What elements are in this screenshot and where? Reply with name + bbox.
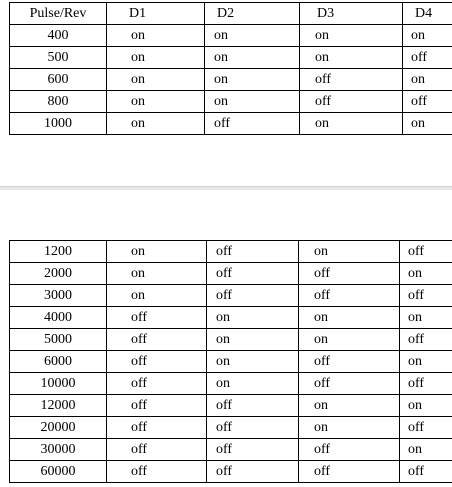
pulse-rev-cell: 4000 xyxy=(10,307,107,329)
d1-cell: off xyxy=(107,395,207,417)
d1-cell: on xyxy=(107,113,205,135)
d3-cell: on xyxy=(299,395,400,417)
d3-cell: on xyxy=(299,241,400,263)
d2-cell: on xyxy=(205,69,300,91)
d1-cell: on xyxy=(107,91,205,113)
d4-cell: off xyxy=(403,47,452,69)
d1-cell: on xyxy=(107,47,205,69)
d2-cell: off xyxy=(207,263,299,285)
table-bottom-body xyxy=(10,241,452,483)
d4-cell: off xyxy=(400,417,452,439)
d4-cell: on xyxy=(400,395,452,417)
d3-cell: on xyxy=(299,307,400,329)
pulse-rev-cell: 10000 xyxy=(10,373,107,395)
d4-cell: off xyxy=(400,329,452,351)
d1-cell: off xyxy=(107,351,207,373)
d3-cell: on xyxy=(299,417,400,439)
table-row xyxy=(10,461,452,483)
d3-cell: off xyxy=(299,439,400,461)
pulse-rev-cell: 3000 xyxy=(10,285,107,307)
table-top-body xyxy=(10,3,452,135)
d2-cell: on xyxy=(205,91,300,113)
d1-cell: on xyxy=(107,241,207,263)
table-row xyxy=(10,417,452,439)
header-d3: D3 xyxy=(300,3,403,25)
table-row xyxy=(10,69,452,91)
d2-cell: on xyxy=(207,351,299,373)
table-row xyxy=(10,285,452,307)
d1-cell: on xyxy=(107,263,207,285)
pulse-rev-cell: 30000 xyxy=(10,439,107,461)
pulse-rev-cell: 2000 xyxy=(10,263,107,285)
pulse-rev-cell: 12000 xyxy=(10,395,107,417)
d3-cell: on xyxy=(300,25,403,47)
header-pulse-rev: Pulse/Rev xyxy=(10,3,107,25)
header-d1: D1 xyxy=(107,3,205,25)
d4-cell: off xyxy=(400,241,452,263)
table-row xyxy=(10,307,452,329)
table-row xyxy=(10,263,452,285)
d4-cell: on xyxy=(400,351,452,373)
d1-cell: off xyxy=(107,417,207,439)
header-d4: D4 xyxy=(403,3,452,25)
d2-cell: on xyxy=(207,373,299,395)
d3-cell: off xyxy=(300,69,403,91)
d4-cell: on xyxy=(403,113,452,135)
pulse-rev-cell: 1000 xyxy=(10,113,107,135)
table-row xyxy=(10,113,452,135)
d1-cell: on xyxy=(107,69,205,91)
d2-cell: off xyxy=(207,417,299,439)
d1-cell: off xyxy=(107,373,207,395)
header-d2: D2 xyxy=(205,3,300,25)
page-divider xyxy=(0,186,452,190)
d4-cell: on xyxy=(403,69,452,91)
d3-cell: off xyxy=(299,263,400,285)
d1-cell: on xyxy=(107,25,205,47)
d2-cell: on xyxy=(207,329,299,351)
d3-cell: off xyxy=(299,373,400,395)
dip-switch-table-bottom xyxy=(9,240,452,483)
pulse-rev-cell: 20000 xyxy=(10,417,107,439)
table-row xyxy=(10,395,452,417)
table-row xyxy=(10,351,452,373)
d1-cell: off xyxy=(107,307,207,329)
pulse-rev-cell: 600 xyxy=(10,69,107,91)
pulse-rev-cell: 500 xyxy=(10,47,107,69)
d3-cell: on xyxy=(299,329,400,351)
table-row xyxy=(10,373,452,395)
d2-cell: off xyxy=(207,241,299,263)
d3-cell: on xyxy=(300,47,403,69)
d2-cell: off xyxy=(207,439,299,461)
d3-cell: off xyxy=(299,461,400,483)
pulse-rev-cell: 5000 xyxy=(10,329,107,351)
d4-cell: on xyxy=(403,25,452,47)
table-row xyxy=(10,241,452,263)
d4-cell: off xyxy=(400,373,452,395)
table-row xyxy=(10,47,452,69)
header-row xyxy=(10,3,452,25)
d4-cell: on xyxy=(400,263,452,285)
d2-cell: on xyxy=(205,25,300,47)
d4-cell: off xyxy=(403,91,452,113)
pulse-rev-cell: 60000 xyxy=(10,461,107,483)
d2-cell: off xyxy=(207,285,299,307)
pulse-rev-cell: 6000 xyxy=(10,351,107,373)
pulse-rev-cell: 800 xyxy=(10,91,107,113)
d3-cell: on xyxy=(300,113,403,135)
d2-cell: on xyxy=(205,47,300,69)
table-row xyxy=(10,439,452,461)
d1-cell: on xyxy=(107,285,207,307)
d3-cell: off xyxy=(300,91,403,113)
d2-cell: off xyxy=(207,395,299,417)
table-row xyxy=(10,329,452,351)
d1-cell: off xyxy=(107,439,207,461)
d4-cell: off xyxy=(400,285,452,307)
d1-cell: off xyxy=(107,329,207,351)
d2-cell: off xyxy=(207,461,299,483)
d3-cell: off xyxy=(299,351,400,373)
d4-cell: off xyxy=(400,461,452,483)
pulse-rev-cell: 400 xyxy=(10,25,107,47)
table-row xyxy=(10,91,452,113)
d2-cell: off xyxy=(205,113,300,135)
d2-cell: on xyxy=(207,307,299,329)
d3-cell: off xyxy=(299,285,400,307)
d4-cell: on xyxy=(400,307,452,329)
pulse-rev-cell: 1200 xyxy=(10,241,107,263)
d4-cell: on xyxy=(400,439,452,461)
table-row xyxy=(10,25,452,47)
dip-switch-table-top xyxy=(9,2,452,135)
d1-cell: off xyxy=(107,461,207,483)
